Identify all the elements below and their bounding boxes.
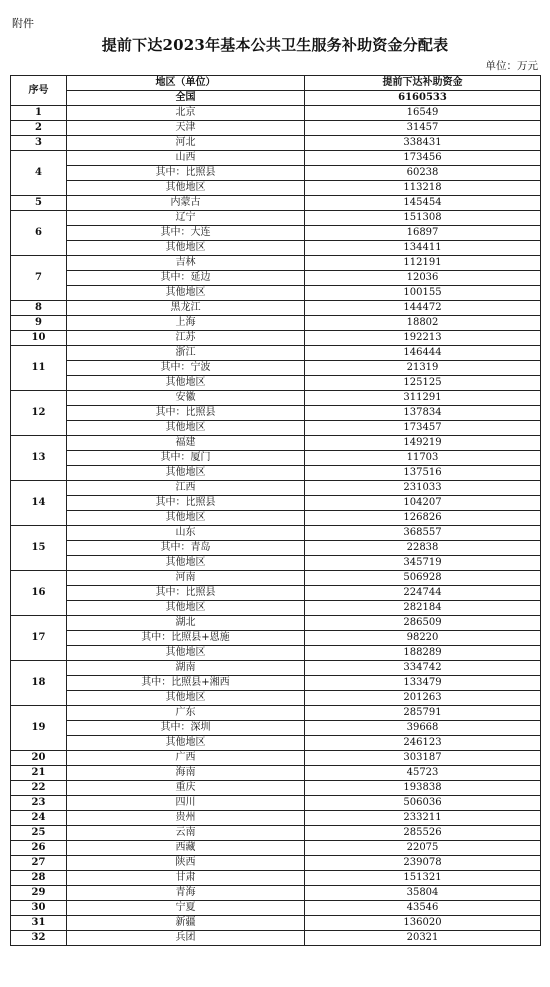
region-amount: 60238 — [305, 166, 541, 181]
region-name: 其中：宁波 — [67, 361, 305, 376]
region-name: 宁夏 — [67, 901, 305, 916]
table-row — [11, 346, 541, 361]
region-name: 其中：厦门 — [67, 451, 305, 466]
region-amount: 151308 — [305, 211, 541, 226]
header-seq: 序号 — [11, 76, 67, 106]
table-row — [11, 766, 541, 781]
table-row — [11, 631, 541, 646]
region-amount: 12036 — [305, 271, 541, 286]
header-amount: 提前下达补助资金 — [305, 76, 541, 91]
total-amount: 6160533 — [305, 91, 541, 106]
region-name: 四川 — [67, 796, 305, 811]
region-amount: 112191 — [305, 256, 541, 271]
table-row — [11, 526, 541, 541]
region-amount: 43546 — [305, 901, 541, 916]
region-amount: 39668 — [305, 721, 541, 736]
table-row — [11, 736, 541, 751]
row-seq: 5 — [11, 196, 67, 211]
row-seq: 29 — [11, 886, 67, 901]
region-amount: 285791 — [305, 706, 541, 721]
region-amount: 151321 — [305, 871, 541, 886]
region-amount: 134411 — [305, 241, 541, 256]
region-amount: 188289 — [305, 646, 541, 661]
region-name: 西藏 — [67, 841, 305, 856]
table-row — [11, 541, 541, 556]
row-seq: 24 — [11, 811, 67, 826]
table-row — [11, 616, 541, 631]
region-amount: 22075 — [305, 841, 541, 856]
row-seq: 14 — [11, 481, 67, 526]
row-seq: 2 — [11, 121, 67, 136]
region-name: 山东 — [67, 526, 305, 541]
table-row — [11, 481, 541, 496]
region-name: 内蒙古 — [67, 196, 305, 211]
region-amount: 113218 — [305, 181, 541, 196]
region-amount: 144472 — [305, 301, 541, 316]
region-amount: 506928 — [305, 571, 541, 586]
region-amount: 303187 — [305, 751, 541, 766]
table-row — [11, 361, 541, 376]
row-seq: 26 — [11, 841, 67, 856]
row-seq: 13 — [11, 436, 67, 481]
region-name: 新疆 — [67, 916, 305, 931]
region-name: 其他地区 — [67, 421, 305, 436]
table-row — [11, 136, 541, 151]
table-row — [11, 436, 541, 451]
region-amount: 11703 — [305, 451, 541, 466]
region-name: 其中：比照县+恩施 — [67, 631, 305, 646]
region-name: 其中：比照县+湘西 — [67, 676, 305, 691]
table-row — [11, 646, 541, 661]
table-row — [11, 391, 541, 406]
region-name: 上海 — [67, 316, 305, 331]
region-name: 山西 — [67, 151, 305, 166]
table-row — [11, 886, 541, 901]
region-name: 天津 — [67, 121, 305, 136]
table-row — [11, 421, 541, 436]
region-name: 其中：比照县 — [67, 406, 305, 421]
table-row — [11, 661, 541, 676]
row-seq: 19 — [11, 706, 67, 751]
table-row — [11, 706, 541, 721]
table-row — [11, 586, 541, 601]
region-name: 重庆 — [67, 781, 305, 796]
table-row — [11, 826, 541, 841]
table-row — [11, 841, 541, 856]
region-amount: 146444 — [305, 346, 541, 361]
region-amount: 137834 — [305, 406, 541, 421]
region-amount: 45723 — [305, 766, 541, 781]
table-row — [11, 676, 541, 691]
region-amount: 286509 — [305, 616, 541, 631]
table-row — [11, 796, 541, 811]
region-name: 其他地区 — [67, 601, 305, 616]
table-row — [11, 511, 541, 526]
row-seq: 23 — [11, 796, 67, 811]
table-row — [11, 301, 541, 316]
row-seq: 18 — [11, 661, 67, 706]
region-amount: 282184 — [305, 601, 541, 616]
region-name: 其中：深圳 — [67, 721, 305, 736]
row-seq: 25 — [11, 826, 67, 841]
row-seq: 22 — [11, 781, 67, 796]
table-row — [11, 181, 541, 196]
region-name: 其中：大连 — [67, 226, 305, 241]
table-row — [11, 316, 541, 331]
allocation-table — [10, 75, 541, 946]
region-amount: 338431 — [305, 136, 541, 151]
region-name: 青海 — [67, 886, 305, 901]
table-row — [11, 856, 541, 871]
region-amount: 334742 — [305, 661, 541, 676]
region-name: 广东 — [67, 706, 305, 721]
region-amount: 16549 — [305, 106, 541, 121]
region-amount: 21319 — [305, 361, 541, 376]
row-seq: 10 — [11, 331, 67, 346]
region-amount: 100155 — [305, 286, 541, 301]
table-row — [11, 226, 541, 241]
region-amount: 35804 — [305, 886, 541, 901]
row-seq: 16 — [11, 571, 67, 616]
table-row — [11, 286, 541, 301]
region-name: 其他地区 — [67, 691, 305, 706]
region-name: 湖北 — [67, 616, 305, 631]
region-amount: 506036 — [305, 796, 541, 811]
region-amount: 173457 — [305, 421, 541, 436]
region-name: 福建 — [67, 436, 305, 451]
region-amount: 104207 — [305, 496, 541, 511]
region-amount: 22838 — [305, 541, 541, 556]
region-name: 其中：比照县 — [67, 586, 305, 601]
region-amount: 224744 — [305, 586, 541, 601]
region-amount: 137516 — [305, 466, 541, 481]
table-row — [11, 121, 541, 136]
table-row — [11, 496, 541, 511]
row-seq: 9 — [11, 316, 67, 331]
region-name: 湖南 — [67, 661, 305, 676]
region-name: 河南 — [67, 571, 305, 586]
region-amount: 133479 — [305, 676, 541, 691]
table-row — [11, 241, 541, 256]
table-row — [11, 811, 541, 826]
row-seq: 30 — [11, 901, 67, 916]
region-name: 其他地区 — [67, 511, 305, 526]
table-row — [11, 571, 541, 586]
region-amount: 285526 — [305, 826, 541, 841]
region-name: 甘肃 — [67, 871, 305, 886]
region-name: 陕西 — [67, 856, 305, 871]
region-name: 贵州 — [67, 811, 305, 826]
table-row — [11, 721, 541, 736]
table-row — [11, 916, 541, 931]
table-row — [11, 196, 541, 211]
row-seq: 31 — [11, 916, 67, 931]
row-seq: 20 — [11, 751, 67, 766]
region-amount: 125125 — [305, 376, 541, 391]
table-row — [11, 271, 541, 286]
region-name: 广西 — [67, 751, 305, 766]
region-name: 其中：青岛 — [67, 541, 305, 556]
region-amount: 31457 — [305, 121, 541, 136]
region-amount: 145454 — [305, 196, 541, 211]
region-amount: 368557 — [305, 526, 541, 541]
region-name: 云南 — [67, 826, 305, 841]
region-name: 吉林 — [67, 256, 305, 271]
region-name: 河北 — [67, 136, 305, 151]
row-seq: 6 — [11, 211, 67, 256]
document-title: 提前下达2023年基本公共卫生服务补助资金分配表 — [101, 36, 449, 54]
attachment-label: 附件 — [12, 17, 34, 30]
table-row — [11, 106, 541, 121]
table-header-row — [11, 76, 541, 91]
table-row — [11, 781, 541, 796]
region-name: 其他地区 — [67, 466, 305, 481]
region-name: 其他地区 — [67, 736, 305, 751]
region-amount: 20321 — [305, 931, 541, 946]
region-name: 其中：比照县 — [67, 496, 305, 511]
row-seq: 1 — [11, 106, 67, 121]
region-amount: 233211 — [305, 811, 541, 826]
region-amount: 136020 — [305, 916, 541, 931]
region-name: 江西 — [67, 481, 305, 496]
region-name: 安徽 — [67, 391, 305, 406]
region-amount: 201263 — [305, 691, 541, 706]
region-amount: 149219 — [305, 436, 541, 451]
table-row — [11, 151, 541, 166]
region-amount: 193838 — [305, 781, 541, 796]
table-row — [11, 556, 541, 571]
table-row — [11, 751, 541, 766]
table-row — [11, 466, 541, 481]
row-seq: 28 — [11, 871, 67, 886]
table-row — [11, 691, 541, 706]
region-name: 海南 — [67, 766, 305, 781]
region-amount: 192213 — [305, 331, 541, 346]
region-name: 江苏 — [67, 331, 305, 346]
region-amount: 246123 — [305, 736, 541, 751]
region-name: 其他地区 — [67, 286, 305, 301]
region-amount: 231033 — [305, 481, 541, 496]
region-amount: 126826 — [305, 511, 541, 526]
region-amount: 345719 — [305, 556, 541, 571]
region-name: 辽宁 — [67, 211, 305, 226]
total-label: 全国 — [67, 91, 305, 106]
table-row — [11, 166, 541, 181]
table-row — [11, 871, 541, 886]
region-name: 其他地区 — [67, 181, 305, 196]
row-seq: 17 — [11, 616, 67, 661]
table-row — [11, 331, 541, 346]
region-name: 其他地区 — [67, 646, 305, 661]
region-name: 兵团 — [67, 931, 305, 946]
row-seq: 21 — [11, 766, 67, 781]
region-name: 黑龙江 — [67, 301, 305, 316]
region-amount: 16897 — [305, 226, 541, 241]
row-seq: 15 — [11, 526, 67, 571]
row-seq: 4 — [11, 151, 67, 196]
region-name: 北京 — [67, 106, 305, 121]
row-seq: 7 — [11, 256, 67, 301]
region-amount: 311291 — [305, 391, 541, 406]
row-seq: 32 — [11, 931, 67, 946]
header-region: 地区（单位） — [67, 76, 305, 91]
region-amount: 239078 — [305, 856, 541, 871]
total-row — [11, 91, 541, 106]
table-row — [11, 211, 541, 226]
table-body — [11, 106, 541, 946]
region-amount: 173456 — [305, 151, 541, 166]
region-amount: 18802 — [305, 316, 541, 331]
table-row — [11, 601, 541, 616]
region-name: 其他地区 — [67, 376, 305, 391]
region-name: 其他地区 — [67, 241, 305, 256]
row-seq: 12 — [11, 391, 67, 436]
table-row — [11, 256, 541, 271]
table-row — [11, 451, 541, 466]
unit-label: 单位：万元 — [485, 60, 538, 72]
region-amount: 98220 — [305, 631, 541, 646]
table-row — [11, 406, 541, 421]
region-name: 其中：延边 — [67, 271, 305, 286]
table-row — [11, 901, 541, 916]
table-row — [11, 931, 541, 946]
row-seq: 11 — [11, 346, 67, 391]
table-row — [11, 376, 541, 391]
region-name: 浙江 — [67, 346, 305, 361]
row-seq: 8 — [11, 301, 67, 316]
region-name: 其中：比照县 — [67, 166, 305, 181]
row-seq: 27 — [11, 856, 67, 871]
region-name: 其他地区 — [67, 556, 305, 571]
row-seq: 3 — [11, 136, 67, 151]
